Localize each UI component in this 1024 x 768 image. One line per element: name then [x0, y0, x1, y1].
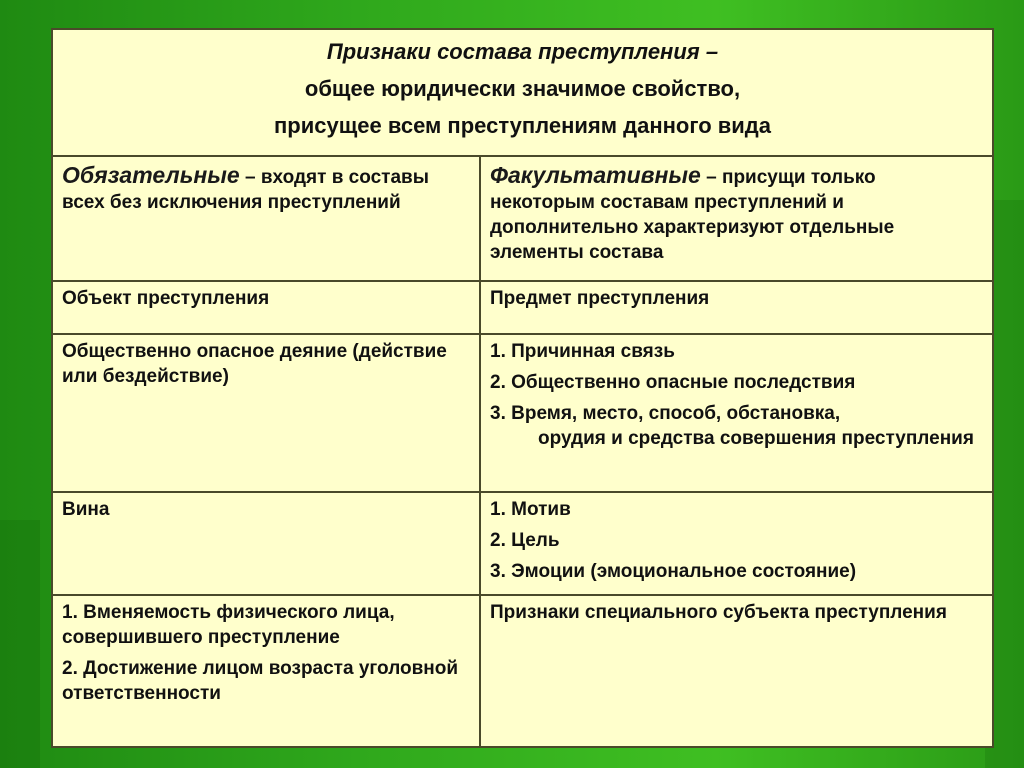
mandatory-text: входят в составы всех без исключения преступлений [62, 167, 429, 213]
list-item: 2. Достижение лицом возраста уголовной ответственности [62, 658, 459, 704]
cell-text: Предмет преступления [490, 288, 710, 309]
right-cell [480, 595, 993, 747]
cell-text: Признаки специального субъекта преступления [490, 602, 947, 623]
background-stripe [0, 520, 40, 768]
right-cell [480, 334, 993, 492]
list-item: 1. Мотив [490, 499, 571, 520]
cell-text: Общественно опасное деяние (действие или бездействие) [62, 341, 447, 387]
mandatory-title: Обязательные [62, 162, 240, 188]
right-cell [480, 492, 993, 595]
list-item: 3. Эмоции (эмоциональное состояние) [490, 561, 857, 582]
list-item: 2. Общественно опасные последствия [490, 372, 856, 393]
table-row [52, 492, 993, 595]
optional-cell [480, 156, 993, 281]
header-row [52, 29, 993, 156]
cell-text: Вина [62, 499, 110, 520]
table-row [52, 281, 993, 334]
table-header [52, 29, 993, 156]
left-cell [52, 334, 480, 492]
types-row [52, 156, 993, 281]
header-line-1: Признаки состава преступления – [326, 39, 719, 64]
list-item: 1. Причинная связь [490, 341, 675, 362]
header-line-2: общее юридически значимое свойство, [304, 76, 741, 101]
crime-elements-table [51, 28, 994, 748]
table-row [52, 334, 993, 492]
table-row [52, 595, 993, 747]
list-item: 2. Цель [490, 530, 560, 551]
left-cell [52, 492, 480, 595]
optional-title: Факультативные [490, 162, 701, 188]
header-line-3: присущее всем преступлениям данного вида [274, 113, 772, 138]
left-cell [52, 281, 480, 334]
right-cell [480, 281, 993, 334]
cell-text: Объект преступления [62, 288, 270, 309]
list-item: 1. Вменяемость физического лица, совершившего преступление [62, 602, 395, 648]
left-cell [52, 595, 480, 747]
list-item: 3. Время, место, способ, обстановка, [490, 403, 841, 424]
mandatory-dash: – [239, 167, 261, 188]
list-item-continuation: орудия и средства совершения преступления [538, 428, 974, 449]
optional-dash: – [700, 167, 722, 188]
mandatory-cell [52, 156, 480, 281]
optional-text: присущи только некоторым составам преступлений и дополнительно характеризуют отдельные элементы состава [490, 167, 895, 263]
